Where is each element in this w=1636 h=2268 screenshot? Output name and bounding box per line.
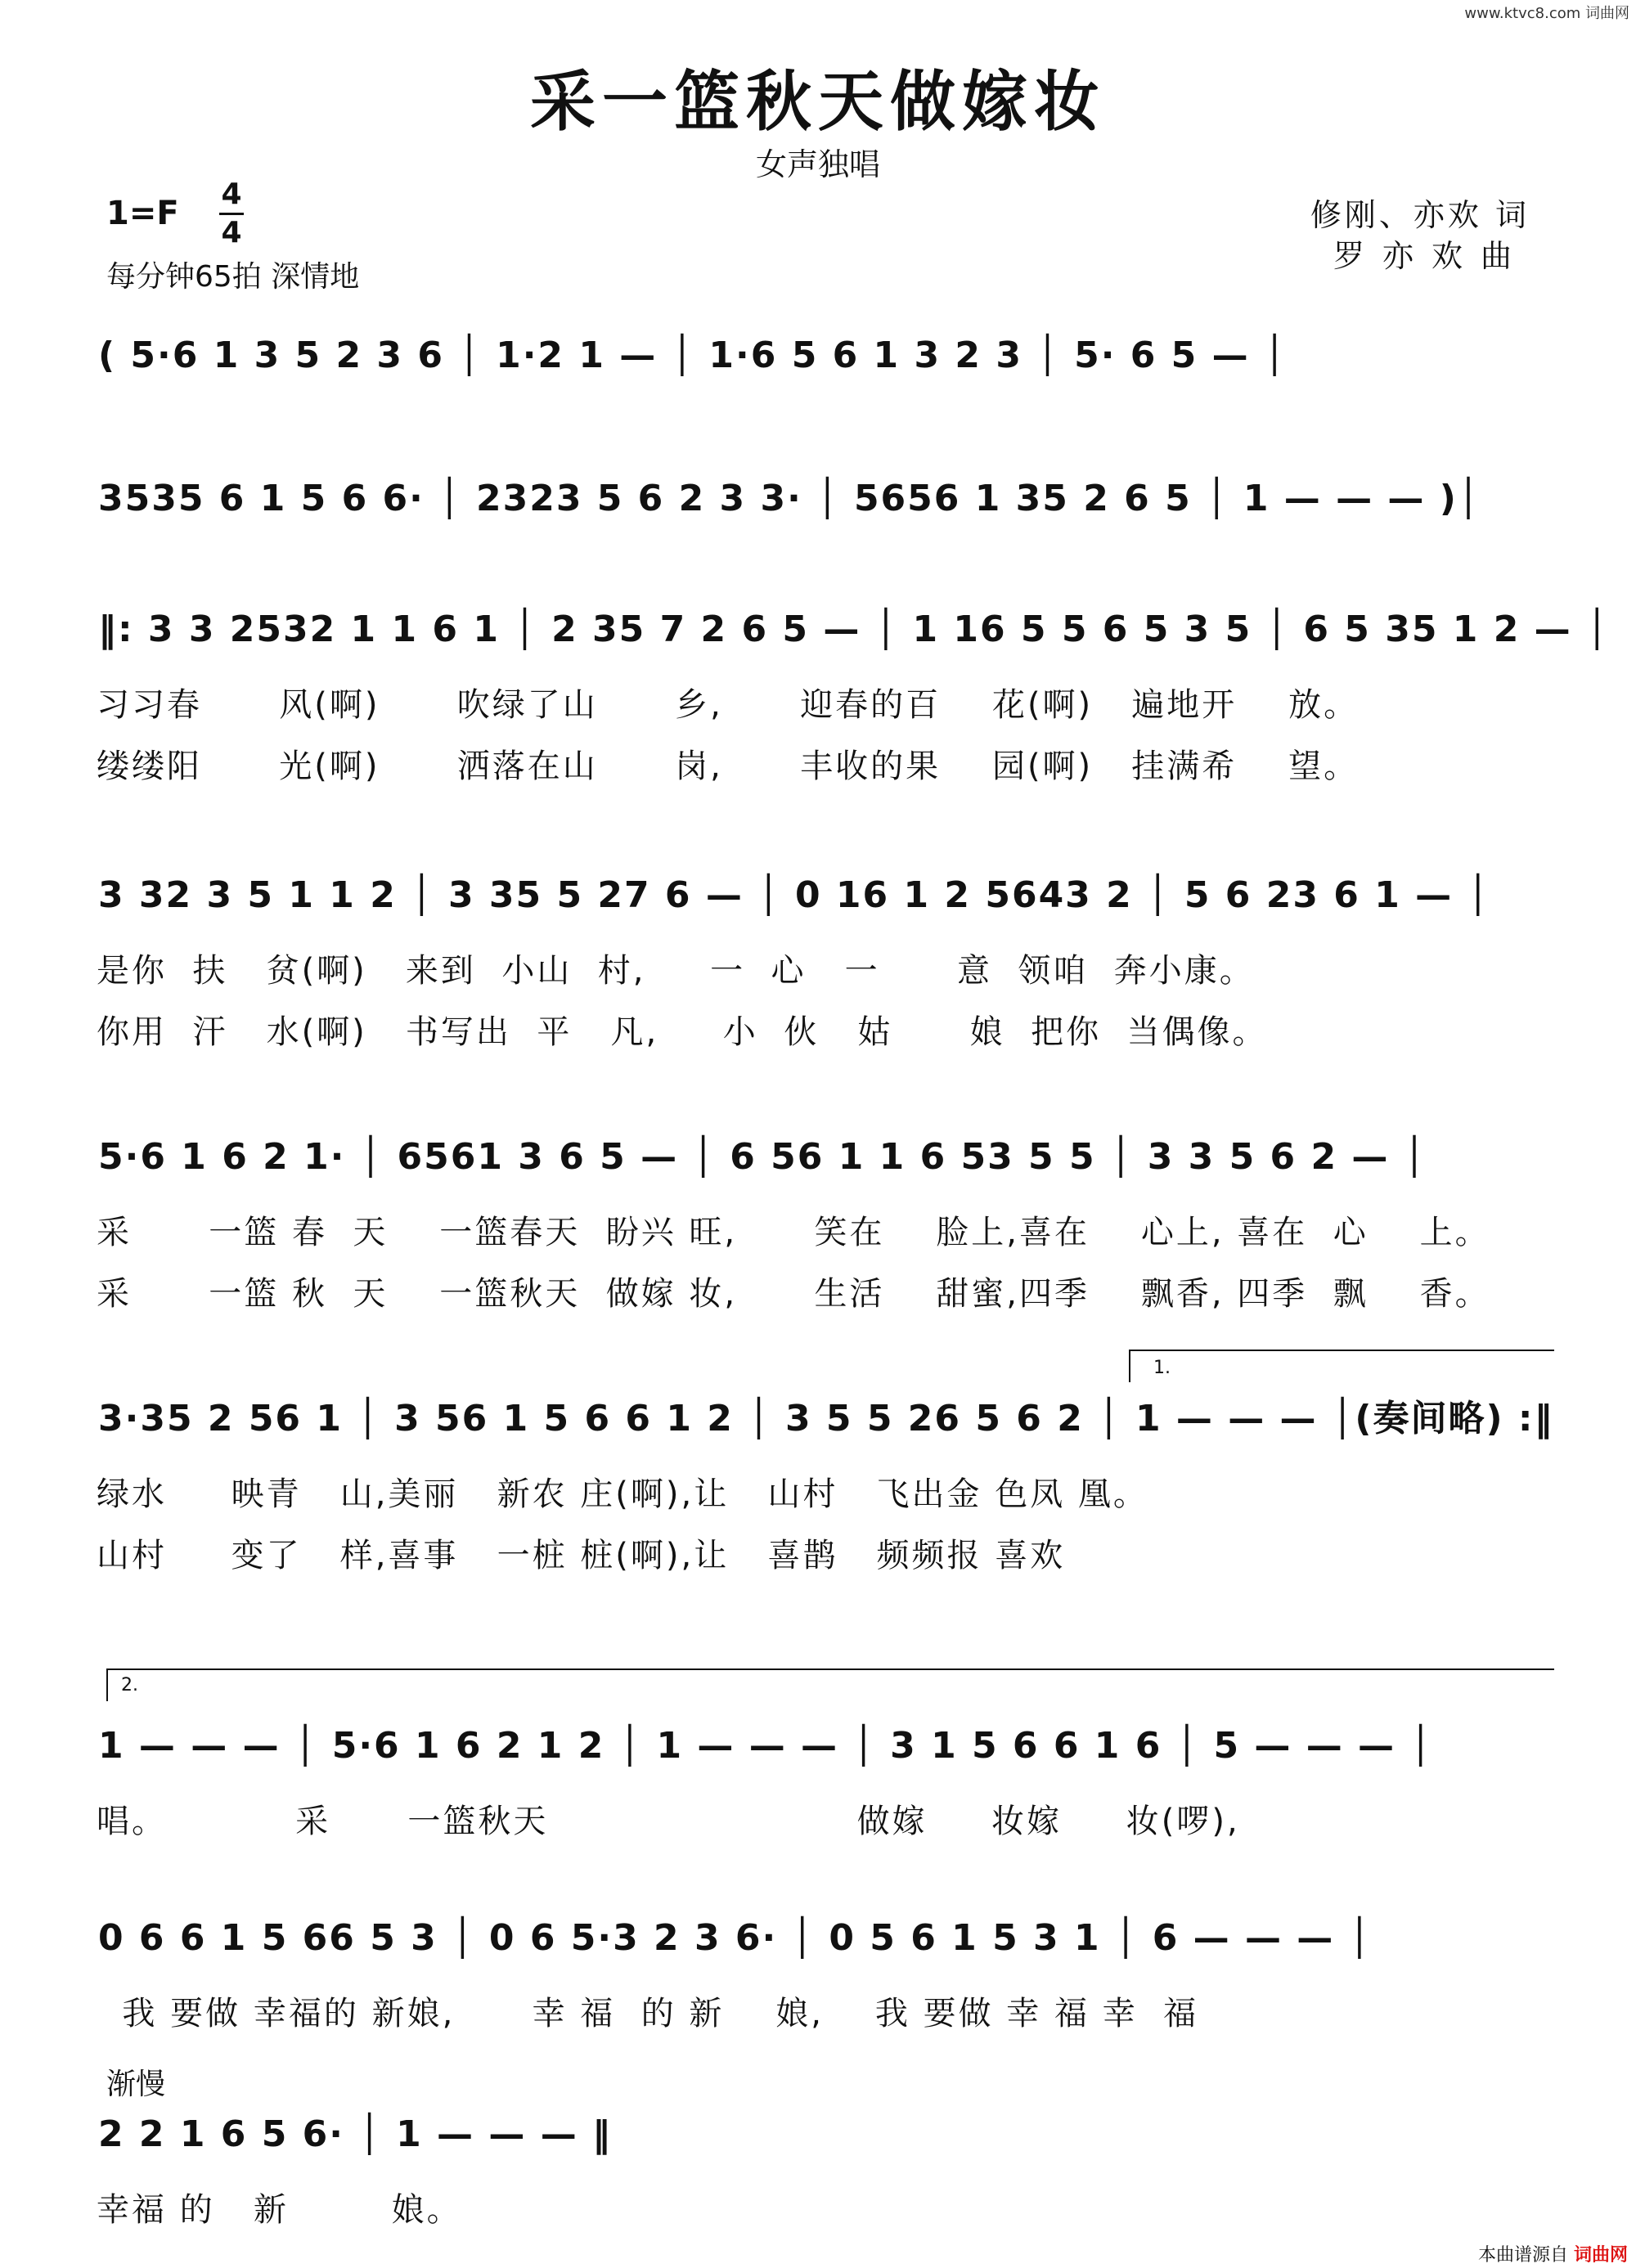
lyric-5-verse-2: 采 一篮 秋 天 一篮秋天 做嫁 妆, 生活 甜蜜,四季 飘香, 四季 飘 香。 <box>97 1275 1490 1313</box>
site-watermark: www.ktvc8.com 词曲网 <box>1464 5 1629 22</box>
volta-2-label: 2. <box>121 1675 138 1695</box>
lyric-8: 我 要做 幸福的 新娘, 幸 福 的 新 娘, 我 要做 幸 福 幸 福 <box>97 1995 1199 2032</box>
footer-credit: 本曲谱源自 词曲网 <box>1477 2245 1628 2266</box>
tempo-change: 渐慢 <box>106 2068 166 2101</box>
score-line-5: 5·6 1 6 2 1· │ 6561 3 6 5 — │ 6 56 1 1 6 53 5 5 │ 3 3 5 6 2 — │ <box>98 1136 1427 1178</box>
score-line-2: 3535 6 1 5 6 6· │ 2323 5 6 2 3 3· │ 5656 1 35 2 6 5 │ 1 — — — )│ <box>98 478 1481 519</box>
volta-1-bracket <box>1129 1350 1554 1351</box>
lyric-5-verse-1: 采 一篮 春 天 一篮春天 盼兴 旺, 笑在 脸上,喜在 心上, 喜在 心 上。 <box>97 1214 1490 1251</box>
lyricist-credit: 修刚、亦欢 词 <box>1310 197 1530 233</box>
volta-2-bracket <box>106 1668 1554 1670</box>
score-line-7: 1 — — — │ 5·6 1 6 2 1 2 │ 1 — — — │ 3 1 5 6 6 1 6 │ 5 — — — │ <box>98 1725 1433 1767</box>
volta-1-left <box>1129 1350 1130 1382</box>
lyric-6-verse-1: 绿水 映青 山,美丽 新农 庄(啊),让 山村 飞出金 色凤 凰。 <box>97 1475 1148 1513</box>
score-line-8: 0 6 6 1 5 66 5 3 │ 0 6 5·3 2 3 6· │ 0 5 6 1 5 3 1 │ 6 — — — │ <box>98 1917 1373 1959</box>
key-signature: 1=F <box>106 195 179 232</box>
lyric-9: 幸福 的 新 娘。 <box>97 2191 462 2229</box>
volta-2-left <box>106 1668 108 1701</box>
lyric-6-verse-2: 山村 变了 样,喜事 一桩 桩(啊),让 喜鹊 频频报 喜欢 <box>97 1537 1066 1574</box>
song-title: 采一篮秋天做嫁妆 <box>530 63 1106 140</box>
volta-1-label: 1. <box>1153 1358 1171 1378</box>
score-line-4: 3 32 3 5 1 1 2 │ 3 35 5 27 6 — │ 0 16 1 2 5643 2 │ 5 6 23 6 1 — │ <box>98 874 1490 916</box>
lyric-4-verse-2: 你用 汗 水(啊) 书写出 平 凡, 小 伙 姑 娘 把你 当偶像。 <box>97 1013 1268 1051</box>
score-line-6: 3·35 2 56 1 │ 3 56 1 5 6 6 1 2 │ 3 5 5 26 5 6 2 │ 1 — — — │(奏间略) :‖ <box>98 1398 1554 1439</box>
lyric-3-verse-1: 习习春 风(啊) 吹绿了山 乡, 迎春的百 花(啊) 遍地开 放。 <box>97 686 1360 724</box>
lyric-7: 唱。 采 一篮秋天 做嫁 妆嫁 妆(啰), <box>97 1803 1240 1840</box>
score-line-1: ( 5·6 1 3 5 2 3 6 │ 1·2 1 — │ 1·6 5 6 1 3 2 3 │ 5· 6 5 — │ <box>98 335 1288 376</box>
lyric-3-verse-2: 缕缕阳 光(啊) 洒落在山 岗, 丰收的果 园(啊) 挂满希 望。 <box>97 748 1360 785</box>
lyric-4-verse-1: 是你 扶 贫(啊) 来到 小山 村, 一 心 一 意 领咱 奔小康。 <box>97 952 1255 990</box>
score-line-3: ‖: 3 3 2532 1 1 6 1 │ 2 35 7 2 6 5 — │ 1 16 5 5 6 5 3 5 │ 6 5 35 1 2 — │ <box>98 609 1610 650</box>
tempo-marking: 每分钟65拍 深情地 <box>106 260 360 294</box>
time-signature: 4 4 <box>219 178 244 249</box>
footer-brand: 词曲网 <box>1573 2245 1628 2266</box>
song-subtitle: 女声独唱 <box>755 146 880 182</box>
score-line-9: 2 2 1 6 5 6· │ 1 — — — ‖ <box>98 2113 613 2155</box>
composer-credit: 罗亦欢曲 <box>1333 238 1530 274</box>
